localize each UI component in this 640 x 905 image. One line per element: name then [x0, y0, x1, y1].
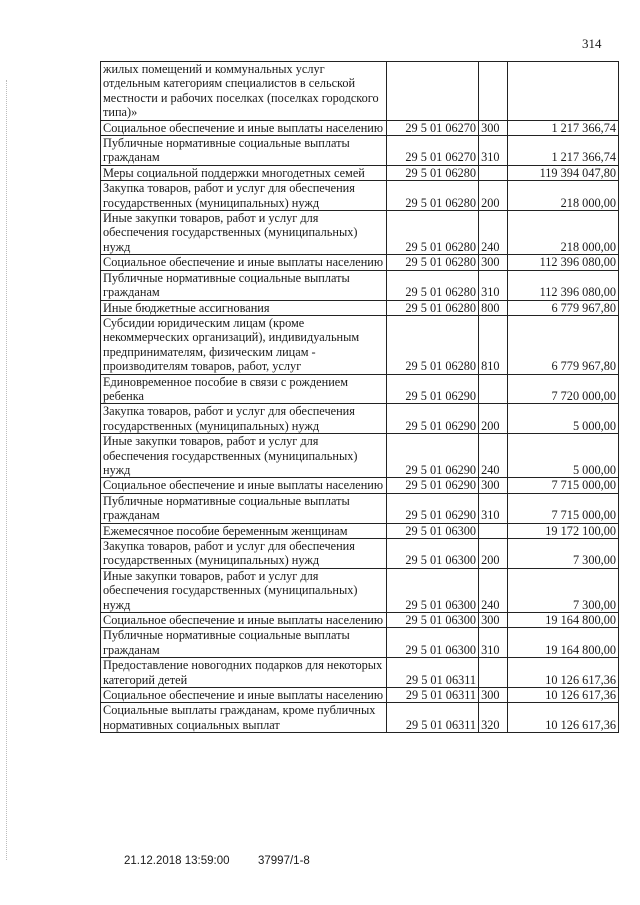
- row-target-code: 29 5 01 06270: [386, 136, 478, 166]
- row-target-code: 29 5 01 06290: [386, 374, 478, 404]
- row-description: Иные закупки товаров, работ и услуг для обеспечения государственных (муниципальных) нужд: [101, 211, 387, 255]
- row-expense-type: 200: [479, 181, 508, 211]
- table-row: [101, 165, 619, 180]
- row-target-code: 29 5 01 06280: [386, 270, 478, 300]
- table-row: [101, 478, 619, 493]
- page-number: 314: [582, 36, 602, 51]
- row-description: Предоставление новогодних подарков для некоторых категорий детей: [101, 658, 387, 688]
- row-description: Закупка товаров, работ и услуг для обеспечения государственных (муниципальных) нужд: [101, 181, 387, 211]
- row-target-code: 29 5 01 06290: [386, 493, 478, 523]
- table-row: [101, 211, 619, 255]
- row-amount: 10 126 617,36: [508, 688, 619, 703]
- row-target-code: 29 5 01 06280: [386, 165, 478, 180]
- table-row: [101, 628, 619, 658]
- row-target-code: 29 5 01 06290: [386, 434, 478, 478]
- row-amount: 119 394 047,80: [508, 165, 619, 180]
- table-row: [101, 703, 619, 733]
- table-row: [101, 270, 619, 300]
- table-row: [101, 136, 619, 166]
- row-description: Публичные нормативные социальные выплаты гражданам: [101, 493, 387, 523]
- footer-date: 21.12.2018 13:59:00: [124, 855, 230, 867]
- row-description: Публичные нормативные социальные выплаты гражданам: [101, 270, 387, 300]
- row-expense-type: [479, 62, 508, 121]
- row-expense-type: 300: [479, 478, 508, 493]
- row-expense-type: 310: [479, 136, 508, 166]
- row-expense-type: 200: [479, 539, 508, 569]
- row-expense-type: 310: [479, 493, 508, 523]
- row-amount: 19 172 100,00: [508, 523, 619, 538]
- row-description: Меры социальной поддержки многодетных семей: [101, 165, 387, 180]
- table-row: [101, 181, 619, 211]
- row-target-code: 29 5 01 06300: [386, 523, 478, 538]
- row-amount: 6 779 967,80: [508, 315, 619, 374]
- row-expense-type: 310: [479, 628, 508, 658]
- row-target-code: 29 5 01 06300: [386, 628, 478, 658]
- row-expense-type: 300: [479, 688, 508, 703]
- row-amount: 112 396 080,00: [508, 270, 619, 300]
- row-description: Закупка товаров, работ и услуг для обеспечения государственных (муниципальных) нужд: [101, 539, 387, 569]
- row-expense-type: [479, 658, 508, 688]
- table-row: [101, 613, 619, 628]
- row-target-code: 29 5 01 06280: [386, 181, 478, 211]
- row-target-code: 29 5 01 06280: [386, 300, 478, 315]
- row-description: Социальное обеспечение и иные выплаты населению: [101, 688, 387, 703]
- row-description: Социальное обеспечение и иные выплаты населению: [101, 478, 387, 493]
- table-row: [101, 688, 619, 703]
- budget-table: [100, 61, 619, 733]
- row-amount: [508, 62, 619, 121]
- row-target-code: 29 5 01 06300: [386, 568, 478, 612]
- row-amount: 7 300,00: [508, 539, 619, 569]
- row-target-code: 29 5 01 06290: [386, 478, 478, 493]
- row-target-code: [386, 62, 478, 121]
- row-expense-type: [479, 165, 508, 180]
- table-row: [101, 523, 619, 538]
- row-target-code: 29 5 01 06311: [386, 703, 478, 733]
- row-expense-type: 320: [479, 703, 508, 733]
- row-target-code: 29 5 01 06290: [386, 404, 478, 434]
- row-target-code: 29 5 01 06311: [386, 688, 478, 703]
- row-description: Социальное обеспечение и иные выплаты населению: [101, 613, 387, 628]
- row-target-code: 29 5 01 06300: [386, 613, 478, 628]
- row-amount: 19 164 800,00: [508, 613, 619, 628]
- table-row: [101, 539, 619, 569]
- row-amount: 7 720 000,00: [508, 374, 619, 404]
- row-description: Закупка товаров, работ и услуг для обеспечения государственных (муниципальных) нужд: [101, 404, 387, 434]
- row-expense-type: [479, 523, 508, 538]
- row-amount: 7 300,00: [508, 568, 619, 612]
- row-expense-type: 240: [479, 434, 508, 478]
- row-expense-type: 240: [479, 211, 508, 255]
- table-row: [101, 434, 619, 478]
- row-expense-type: 810: [479, 315, 508, 374]
- row-amount: 5 000,00: [508, 434, 619, 478]
- row-description: Социальное обеспечение и иные выплаты населению: [101, 120, 387, 135]
- budget-table-body: [101, 62, 619, 733]
- row-expense-type: 300: [479, 120, 508, 135]
- row-description: Публичные нормативные социальные выплаты гражданам: [101, 136, 387, 166]
- row-amount: 7 715 000,00: [508, 478, 619, 493]
- table-row: [101, 374, 619, 404]
- row-expense-type: 310: [479, 270, 508, 300]
- row-expense-type: 240: [479, 568, 508, 612]
- row-target-code: 29 5 01 06280: [386, 211, 478, 255]
- row-description: жилых помещений и коммунальных услуг отдельным категориям специалистов в сельской местности и рабочих поселках (поселках городского типа)»: [101, 62, 387, 121]
- scan-edge-artifact: [6, 80, 8, 860]
- row-description: Иные закупки товаров, работ и услуг для обеспечения государственных (муниципальных) нужд: [101, 568, 387, 612]
- row-target-code: 29 5 01 06270: [386, 120, 478, 135]
- row-amount: 218 000,00: [508, 211, 619, 255]
- table-row: [101, 255, 619, 270]
- table-row: [101, 315, 619, 374]
- row-amount: 10 126 617,36: [508, 658, 619, 688]
- row-description: Публичные нормативные социальные выплаты гражданам: [101, 628, 387, 658]
- row-expense-type: 300: [479, 255, 508, 270]
- row-amount: 1 217 366,74: [508, 120, 619, 135]
- table-row: [101, 62, 619, 121]
- row-amount: 218 000,00: [508, 181, 619, 211]
- row-amount: 6 779 967,80: [508, 300, 619, 315]
- row-description: Субсидии юридическим лицам (кроме некоммерческих организаций), индивидуальным предпринимателям, физическим лицам - производителям товаров, работ, услуг: [101, 315, 387, 374]
- row-amount: 19 164 800,00: [508, 628, 619, 658]
- row-amount: 10 126 617,36: [508, 703, 619, 733]
- row-target-code: 29 5 01 06280: [386, 315, 478, 374]
- row-amount: 5 000,00: [508, 404, 619, 434]
- table-row: [101, 404, 619, 434]
- row-description: Социальные выплаты гражданам, кроме публичных нормативных социальных выплат: [101, 703, 387, 733]
- table-row: [101, 300, 619, 315]
- row-description: Иные бюджетные ассигнования: [101, 300, 387, 315]
- row-description: Единовременное пособие в связи с рождением ребенка: [101, 374, 387, 404]
- table-row: [101, 493, 619, 523]
- row-expense-type: 300: [479, 613, 508, 628]
- row-description: Социальное обеспечение и иные выплаты населению: [101, 255, 387, 270]
- row-target-code: 29 5 01 06280: [386, 255, 478, 270]
- row-target-code: 29 5 01 06311: [386, 658, 478, 688]
- row-expense-type: 200: [479, 404, 508, 434]
- row-amount: 1 217 366,74: [508, 136, 619, 166]
- row-amount: 7 715 000,00: [508, 493, 619, 523]
- table-row: [101, 568, 619, 612]
- row-expense-type: [479, 374, 508, 404]
- row-description: Ежемесячное пособие беременным женщинам: [101, 523, 387, 538]
- table-row: [101, 120, 619, 135]
- row-expense-type: 800: [479, 300, 508, 315]
- table-row: [101, 658, 619, 688]
- footer-doc-id: 37997/1-8: [258, 855, 310, 867]
- row-amount: 112 396 080,00: [508, 255, 619, 270]
- row-target-code: 29 5 01 06300: [386, 539, 478, 569]
- row-description: Иные закупки товаров, работ и услуг для обеспечения государственных (муниципальных) нужд: [101, 434, 387, 478]
